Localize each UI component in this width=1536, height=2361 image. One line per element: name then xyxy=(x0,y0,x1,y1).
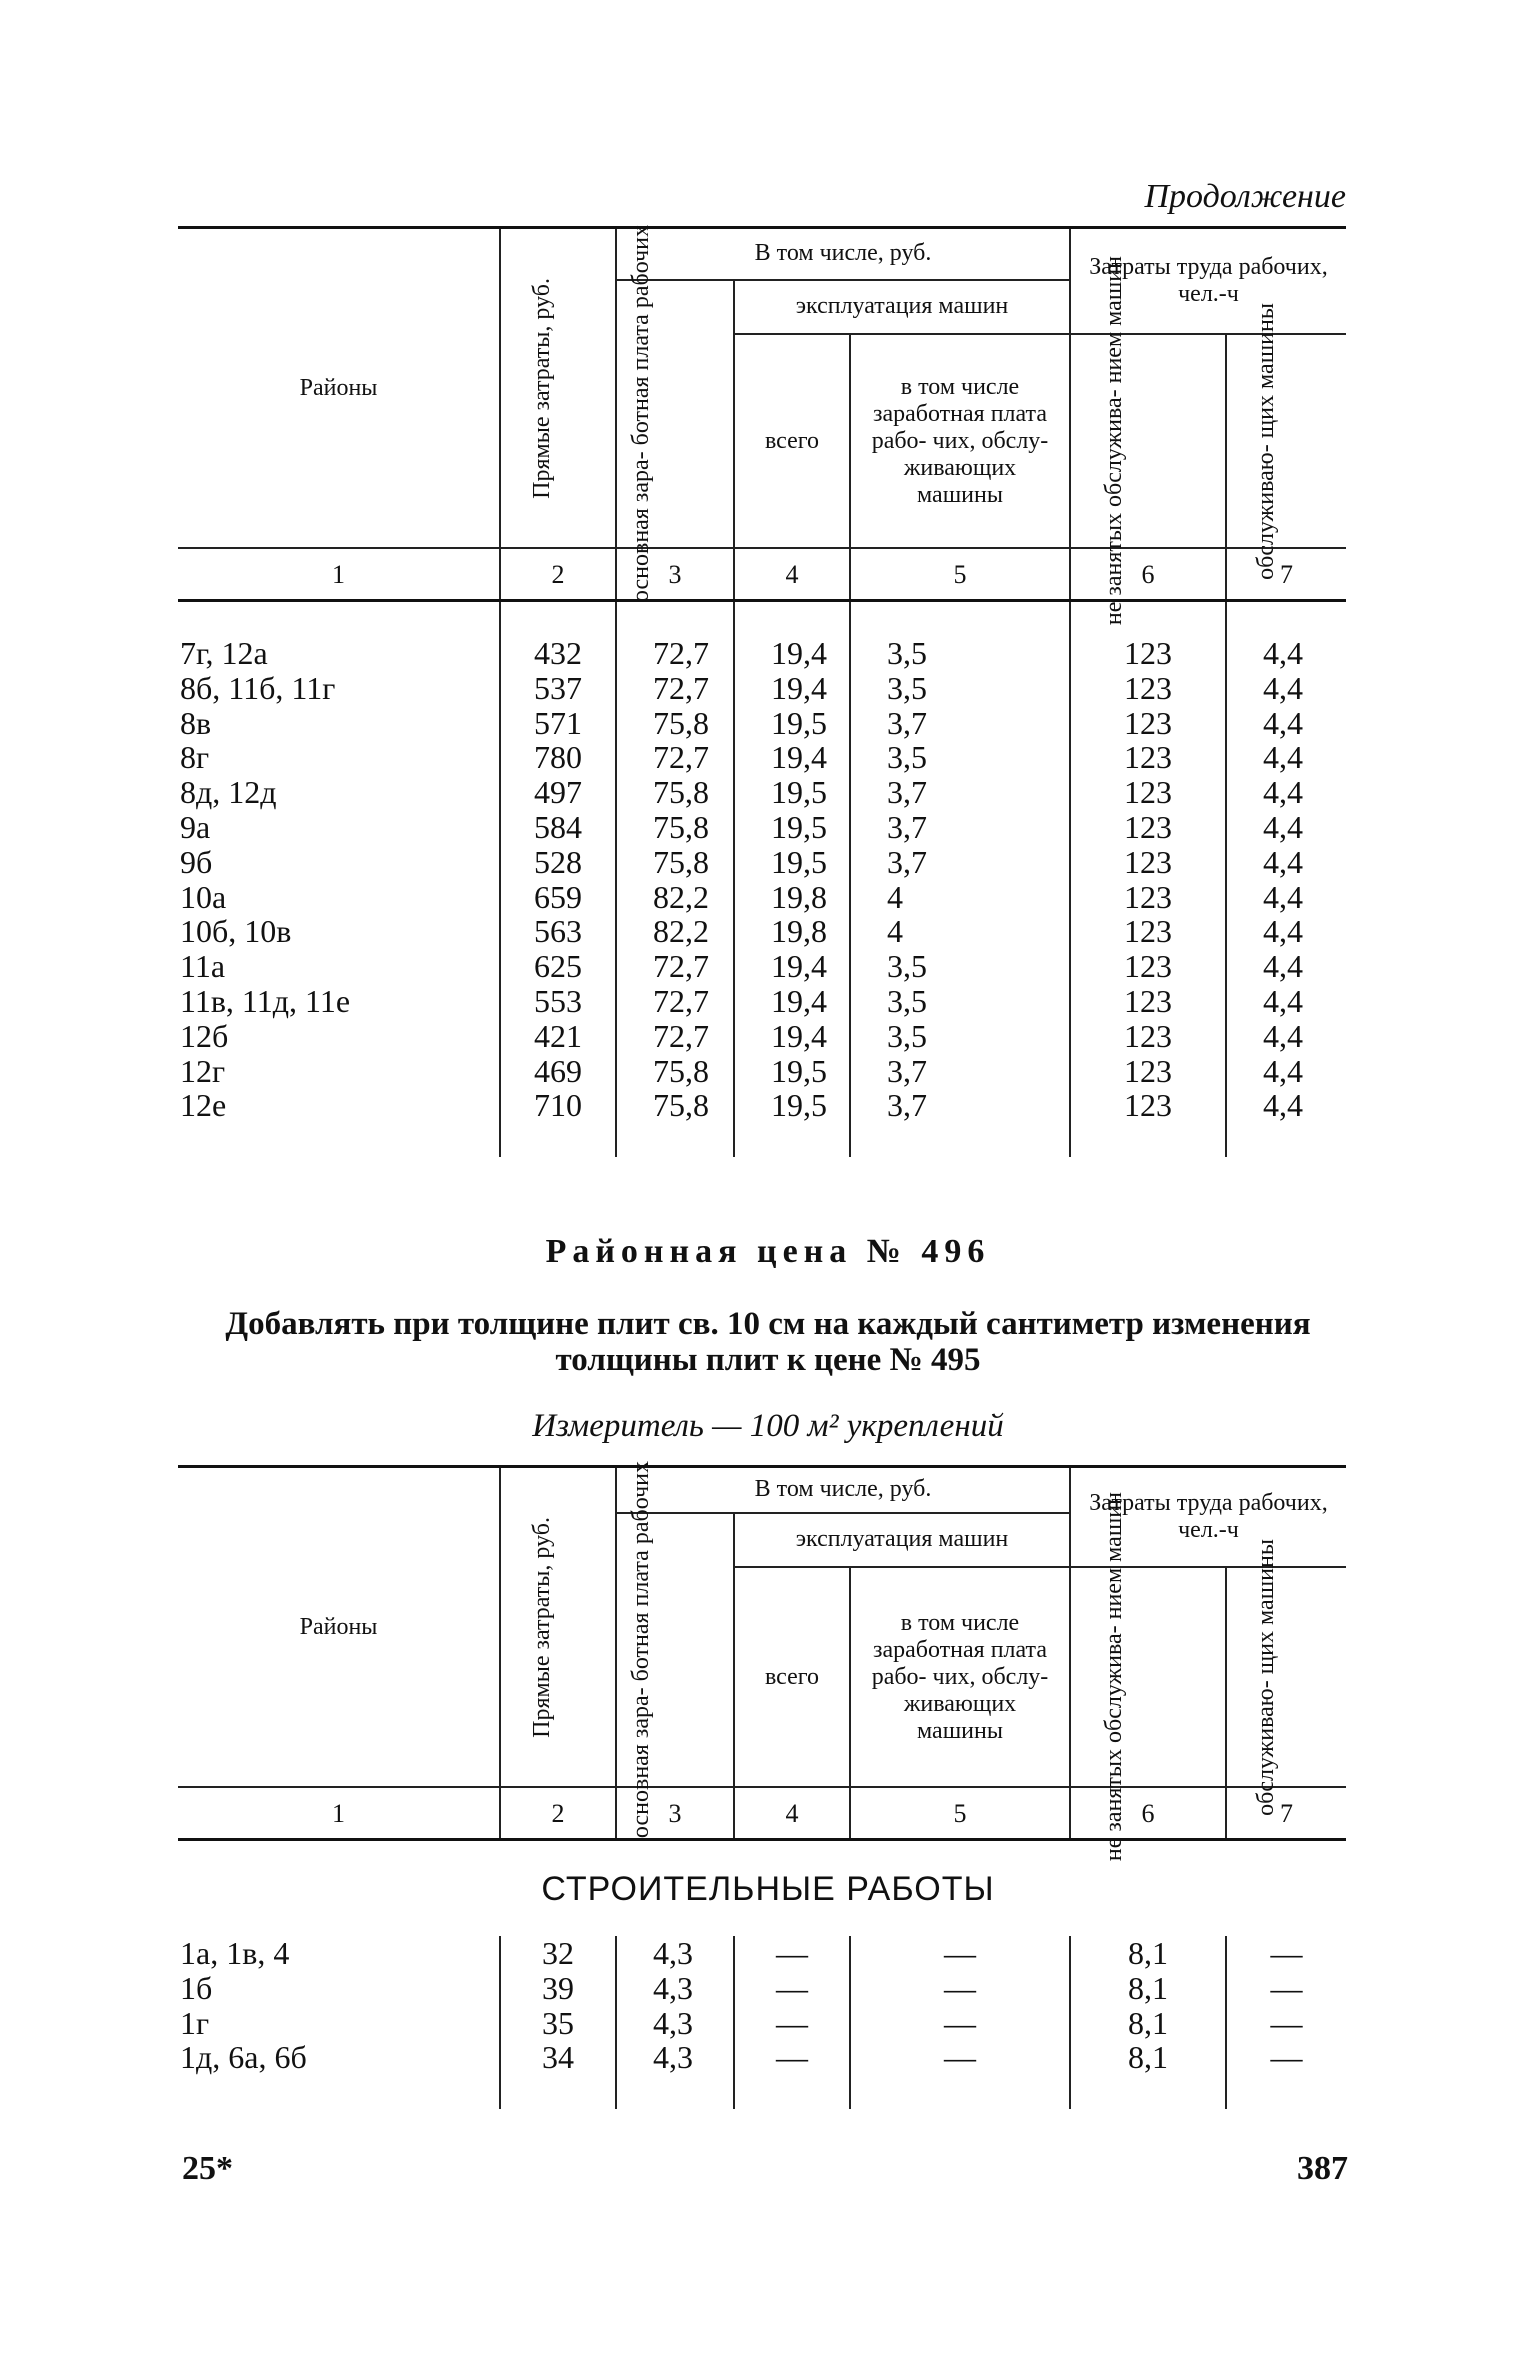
value-cell: 3,7 xyxy=(850,706,1070,741)
header-machine-operation: эксплуатация машин xyxy=(734,1513,1070,1568)
value-cell: 4,3 xyxy=(616,1971,734,2006)
district-price-table-2 xyxy=(178,1461,1346,1862)
value-cell: 4,4 xyxy=(1226,984,1346,1019)
value-cell: — xyxy=(850,1971,1070,2006)
value-cell: 82,2 xyxy=(616,914,734,949)
value-cell: 571 xyxy=(500,706,616,741)
col-number: 1 xyxy=(178,1787,500,1840)
district-cell: 1д, 6а, 6б xyxy=(180,2039,307,2076)
col-number: 5 xyxy=(850,548,1070,601)
col-number: 5 xyxy=(850,1787,1070,1840)
value-cell: 39 xyxy=(500,1971,616,2006)
table-row xyxy=(178,2040,1346,2075)
value-cell: 4,4 xyxy=(1226,914,1346,949)
header-district: Районы xyxy=(178,228,500,549)
value-cell: 19,5 xyxy=(734,706,850,741)
value-cell: 4,4 xyxy=(1226,880,1346,915)
measure-unit: Измеритель — 100 м² укреплений xyxy=(532,1408,1004,1444)
header-incl-wage: в том числе заработная плата рабо- чих, обслу- живающих машины xyxy=(850,1567,1070,1787)
value-cell: 75,8 xyxy=(616,706,734,741)
table-row xyxy=(178,740,1346,775)
value-cell: 8,1 xyxy=(1070,1936,1226,1971)
value-cell: 123 xyxy=(1070,636,1226,671)
value-cell: 3,7 xyxy=(850,845,1070,880)
header-direct-costs: Прямые затраты, руб. xyxy=(500,1467,616,1788)
value-cell: — xyxy=(1226,1971,1346,2006)
header-serving-machines: обслуживаю- щих машины xyxy=(1226,1567,1346,1787)
value-cell: 4,4 xyxy=(1226,845,1346,880)
value-cell: 123 xyxy=(1070,914,1226,949)
value-cell: 537 xyxy=(500,671,616,706)
value-cell: 72,7 xyxy=(616,671,734,706)
value-cell: 72,7 xyxy=(616,1019,734,1054)
value-cell: 32 xyxy=(500,1936,616,1971)
value-cell: 75,8 xyxy=(616,1054,734,1089)
district-cell: 12б xyxy=(180,1017,229,1054)
value-cell: 3,5 xyxy=(850,636,1070,671)
value-cell: 123 xyxy=(1070,1088,1226,1123)
header-direct-costs: Прямые затраты, руб. xyxy=(500,228,616,549)
value-cell: 72,7 xyxy=(616,984,734,1019)
value-cell: — xyxy=(850,2006,1070,2041)
value-cell: 35 xyxy=(500,2006,616,2041)
district-cell: 8б, 11б, 11г xyxy=(180,669,336,706)
header-total: всего xyxy=(734,1567,850,1787)
value-cell: 19,4 xyxy=(734,1019,850,1054)
value-cell: 123 xyxy=(1070,1019,1226,1054)
col-number: 1 xyxy=(178,548,500,601)
value-cell: 4,3 xyxy=(616,1936,734,1971)
value-cell: 3,5 xyxy=(850,1019,1070,1054)
value-cell: 3,5 xyxy=(850,671,1070,706)
col-number: 7 xyxy=(1226,1787,1346,1840)
district-cell: 1а, 1в, 4 xyxy=(180,1935,290,1971)
table-row xyxy=(178,1971,1346,2006)
value-cell: — xyxy=(734,2006,850,2041)
header-not-busy: не занятых обслужива- нием машин xyxy=(1070,334,1226,548)
value-cell: 4,4 xyxy=(1226,671,1346,706)
col-number: 6 xyxy=(1070,1787,1226,1840)
district-cell: 9а xyxy=(180,808,211,845)
value-cell: 4,4 xyxy=(1226,949,1346,984)
header-labor-costs: Затраты труда рабочих, чел.-ч xyxy=(1070,1467,1346,1568)
header-incl-wage: в том числе заработная плата рабо- чих, обслу- живающих машины xyxy=(850,334,1070,548)
district-cell: 9б xyxy=(180,843,213,880)
value-cell: 4,4 xyxy=(1226,1054,1346,1089)
district-cell: 10а xyxy=(180,878,227,915)
value-cell: — xyxy=(1226,1936,1346,1971)
col-number: 4 xyxy=(734,1787,850,1840)
value-cell: 34 xyxy=(500,2040,616,2075)
section-title: СТРОИТЕЛЬНЫЕ РАБОТЫ xyxy=(541,1870,995,1908)
value-cell: 123 xyxy=(1070,775,1226,810)
value-cell: — xyxy=(850,1936,1070,1971)
district-cell: 12г xyxy=(180,1052,226,1089)
value-cell: 19,4 xyxy=(734,671,850,706)
table-row xyxy=(178,810,1346,845)
table-row xyxy=(178,636,1346,671)
table-row xyxy=(178,706,1346,741)
value-cell: 75,8 xyxy=(616,810,734,845)
col-number: 7 xyxy=(1226,548,1346,601)
value-cell: 19,5 xyxy=(734,1054,850,1089)
value-cell: 123 xyxy=(1070,740,1226,775)
value-cell: 3,5 xyxy=(850,984,1070,1019)
district-price-table-2-body xyxy=(178,1936,1346,2109)
value-cell: 8,1 xyxy=(1070,1971,1226,2006)
header-serving-machines: обслуживаю- щих машины xyxy=(1226,334,1346,548)
table-row xyxy=(178,1019,1346,1054)
value-cell: 659 xyxy=(500,880,616,915)
value-cell: 4 xyxy=(850,914,1070,949)
value-cell: 123 xyxy=(1070,984,1226,1019)
value-cell: 625 xyxy=(500,949,616,984)
col-number: 3 xyxy=(616,1787,734,1840)
value-cell: 4 xyxy=(850,880,1070,915)
district-cell: 11а xyxy=(180,948,226,985)
value-cell: 19,5 xyxy=(734,810,850,845)
value-cell: 72,7 xyxy=(616,636,734,671)
value-cell: 19,5 xyxy=(734,775,850,810)
header-district: Районы xyxy=(178,1467,500,1788)
value-cell: 72,7 xyxy=(616,949,734,984)
value-cell: 421 xyxy=(500,1019,616,1054)
col-number: 2 xyxy=(500,1787,616,1840)
district-cell: 11в, 11д, 11е xyxy=(180,982,351,1019)
value-cell: 123 xyxy=(1070,845,1226,880)
price-subtitle: Добавлять при толщине плит св. 10 см на каждый сантиметр изменения толщины плит к цене № 495 xyxy=(225,1306,1311,1378)
header-labor-costs: Затраты труда рабочих, чел.-ч xyxy=(1070,228,1346,335)
value-cell: 19,4 xyxy=(734,984,850,1019)
district-cell: 8г xyxy=(180,739,210,776)
value-cell: 123 xyxy=(1070,671,1226,706)
district-cell: 8д, 12д xyxy=(180,774,277,811)
value-cell: — xyxy=(850,2040,1070,2075)
col-number: 6 xyxy=(1070,548,1226,601)
value-cell: 19,4 xyxy=(734,740,850,775)
district-price-table-1 xyxy=(178,226,1346,1157)
table-row xyxy=(178,984,1346,1019)
value-cell: 19,5 xyxy=(734,845,850,880)
value-cell: 8,1 xyxy=(1070,2006,1226,2041)
header-basic-wage: основная зара- ботная плата рабочих xyxy=(616,1513,734,1788)
continuation-label: Продолжение xyxy=(1144,178,1346,215)
value-cell: 19,8 xyxy=(734,914,850,949)
header-including: В том числе, руб. xyxy=(616,1467,1070,1513)
table-row xyxy=(178,1054,1346,1089)
district-cell: 10б, 10в xyxy=(180,913,292,950)
header-basic-wage: основная зара- ботная плата рабочих xyxy=(616,280,734,549)
value-cell: 4,3 xyxy=(616,2040,734,2075)
district-cell: 7г, 12а xyxy=(180,635,268,671)
value-cell: 19,4 xyxy=(734,636,850,671)
value-cell: 72,7 xyxy=(616,740,734,775)
value-cell: 528 xyxy=(500,845,616,880)
table-row xyxy=(178,775,1346,810)
price-title: Районная цена № 496 xyxy=(545,1233,991,1270)
value-cell: 469 xyxy=(500,1054,616,1089)
value-cell: 4,3 xyxy=(616,2006,734,2041)
table-row xyxy=(178,1936,1346,1971)
district-cell: 8в xyxy=(180,704,212,741)
value-cell: 123 xyxy=(1070,880,1226,915)
value-cell: 123 xyxy=(1070,810,1226,845)
value-cell: 82,2 xyxy=(616,880,734,915)
value-cell: 123 xyxy=(1070,949,1226,984)
page-number: 387 xyxy=(1297,2150,1348,2187)
table-row xyxy=(178,880,1346,915)
value-cell: 3,7 xyxy=(850,1088,1070,1123)
value-cell: 8,1 xyxy=(1070,2040,1226,2075)
value-cell: 4,4 xyxy=(1226,1019,1346,1054)
value-cell: 19,8 xyxy=(734,880,850,915)
value-cell: 4,4 xyxy=(1226,740,1346,775)
value-cell: 3,7 xyxy=(850,810,1070,845)
value-cell: — xyxy=(1226,2006,1346,2041)
value-cell: 75,8 xyxy=(616,775,734,810)
value-cell: 4,4 xyxy=(1226,810,1346,845)
value-cell: 780 xyxy=(500,740,616,775)
value-cell: 123 xyxy=(1070,706,1226,741)
table-row xyxy=(178,671,1346,706)
value-cell: 497 xyxy=(500,775,616,810)
value-cell: 553 xyxy=(500,984,616,1019)
signature-mark: 25* xyxy=(182,2150,233,2187)
value-cell: 4,4 xyxy=(1226,1088,1346,1123)
header-total: всего xyxy=(734,334,850,548)
value-cell: 3,5 xyxy=(850,949,1070,984)
value-cell: 563 xyxy=(500,914,616,949)
value-cell: 19,5 xyxy=(734,1088,850,1123)
value-cell: 4,4 xyxy=(1226,706,1346,741)
value-cell: — xyxy=(734,2040,850,2075)
value-cell: 432 xyxy=(500,636,616,671)
table-row xyxy=(178,1088,1346,1123)
col-number: 4 xyxy=(734,548,850,601)
table-row xyxy=(178,2006,1346,2041)
value-cell: 3,7 xyxy=(850,1054,1070,1089)
value-cell: — xyxy=(734,1936,850,1971)
header-including: В том числе, руб. xyxy=(616,228,1070,280)
col-number: 2 xyxy=(500,548,616,601)
header-not-busy: не занятых обслужива- нием машин xyxy=(1070,1567,1226,1787)
value-cell: — xyxy=(1226,2040,1346,2075)
value-cell: 710 xyxy=(500,1088,616,1123)
value-cell: 4,4 xyxy=(1226,775,1346,810)
value-cell: 123 xyxy=(1070,1054,1226,1089)
value-cell: 75,8 xyxy=(616,1088,734,1123)
value-cell: 19,4 xyxy=(734,949,850,984)
table-row xyxy=(178,949,1346,984)
district-cell: 12е xyxy=(180,1087,227,1124)
table-row xyxy=(178,845,1346,880)
value-cell: 4,4 xyxy=(1226,636,1346,671)
district-cell: 1б xyxy=(180,1969,213,2006)
value-cell: 584 xyxy=(500,810,616,845)
value-cell: 75,8 xyxy=(616,845,734,880)
header-machine-operation: эксплуатация машин xyxy=(734,280,1070,335)
col-number: 3 xyxy=(616,548,734,601)
value-cell: — xyxy=(734,1971,850,2006)
value-cell: 3,7 xyxy=(850,775,1070,810)
value-cell: 3,5 xyxy=(850,740,1070,775)
table-row xyxy=(178,914,1346,949)
district-cell: 1г xyxy=(180,2004,210,2041)
